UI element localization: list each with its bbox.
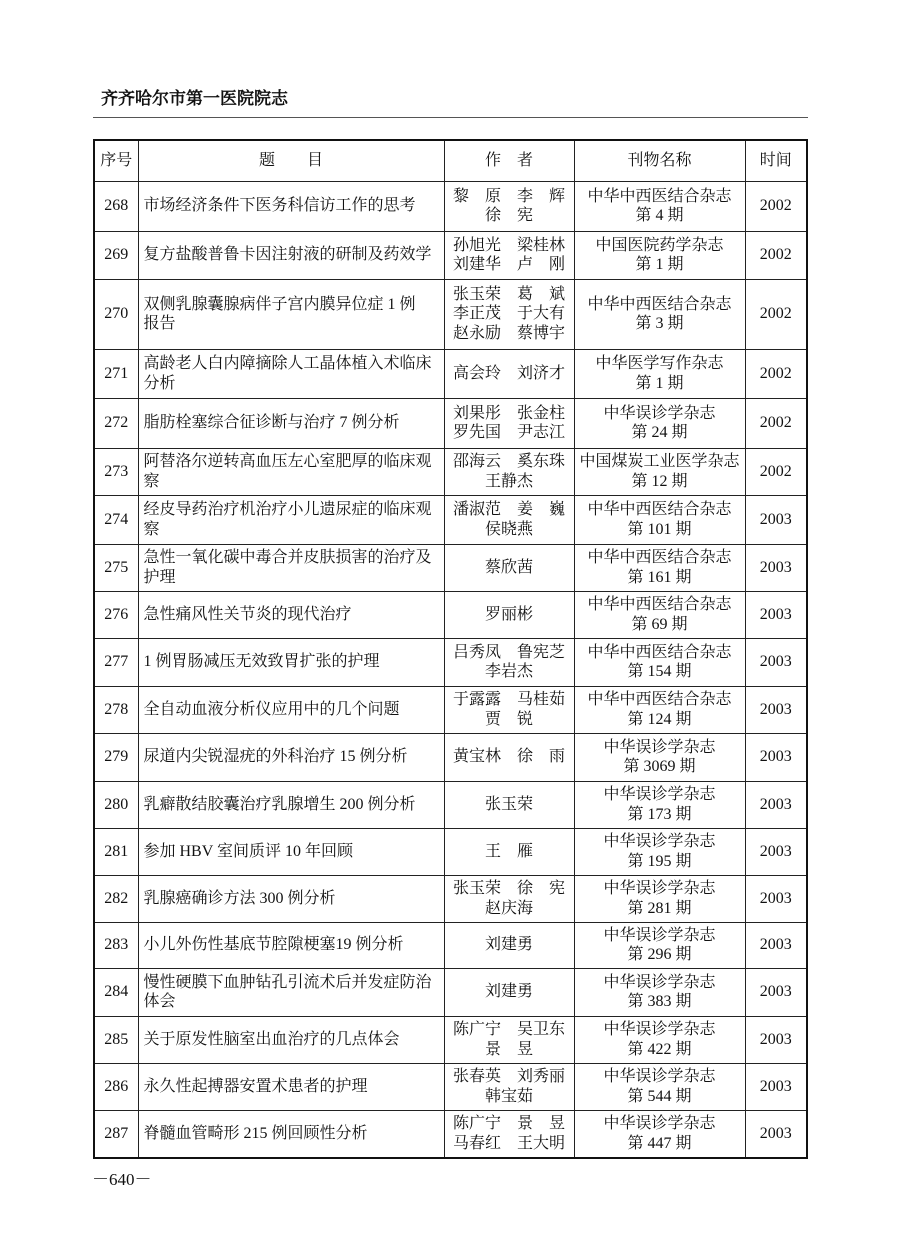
author-line: 孙旭光 梁桂林 (452, 236, 565, 254)
cell-authors (444, 448, 574, 495)
cell-journal (574, 544, 745, 591)
column-header-authors: 作 者 (444, 140, 574, 181)
table-row (94, 181, 807, 231)
cell-authors (444, 231, 574, 279)
cell-authors (444, 1063, 574, 1110)
author-line: 刘建勇 (484, 983, 533, 1001)
table-row (94, 828, 807, 875)
author-line: 潘淑范 姜 巍 (452, 501, 565, 518)
cell-year: 2003 (745, 1110, 807, 1158)
cell-number: 273 (94, 448, 138, 495)
title-line: 高龄老人白内障摘除人工晶体植入术临床 (143, 355, 432, 372)
author-line: 李岩杰 (484, 663, 533, 680)
table-row (94, 398, 807, 448)
table-row (94, 781, 807, 828)
journal-line: 第 1 期 (635, 374, 684, 392)
journal-line: 第 447 期 (627, 1134, 692, 1152)
journal-line: 中华中西医结合杂志 (587, 643, 732, 661)
title-line: 参加 HBV 室间质评 10 年回顾 (143, 842, 353, 860)
cell-year: 2003 (745, 781, 807, 828)
cell-title (138, 398, 444, 448)
cell-year: 2002 (745, 181, 807, 231)
header-rule (93, 117, 808, 118)
title-line: 察 (143, 472, 160, 490)
journal-line: 中华误诊学杂志 (603, 880, 716, 897)
journal-line: 第 383 期 (627, 993, 692, 1010)
journal-line: 第 101 期 (627, 520, 692, 538)
title-line: 市场经济条件下医务科信访工作的思考 (143, 197, 416, 215)
title-line: 护理 (143, 568, 176, 586)
cell-year: 2003 (745, 638, 807, 686)
cell-number: 281 (94, 828, 138, 875)
cell-authors (444, 922, 574, 968)
author-line: 赵永励 蔡博宇 (452, 324, 565, 342)
journal-line: 中华中西医结合杂志 (587, 691, 732, 708)
column-header-title: 题 目 (138, 140, 444, 181)
journal-line: 第 12 期 (631, 472, 688, 490)
author-line: 陈广宁 吴卫东 (452, 1021, 565, 1038)
cell-journal (574, 1016, 745, 1063)
cell-journal (574, 1110, 745, 1158)
journal-line: 第 544 期 (627, 1087, 692, 1105)
cell-journal (574, 968, 745, 1016)
table-row (94, 968, 807, 1016)
cell-title (138, 495, 444, 544)
author-line: 高会玲 刘济才 (452, 364, 565, 382)
cell-authors (444, 349, 574, 398)
journal-line: 第 4 期 (635, 207, 684, 224)
author-line: 黎 原 李 辉 (452, 187, 565, 205)
journal-line: 中华医学写作杂志 (595, 355, 724, 372)
cell-year: 2003 (745, 875, 807, 922)
title-line: 1 例胃肠减压无效致胃扩张的护理 (143, 653, 380, 671)
cell-year: 2002 (745, 448, 807, 495)
cell-authors (444, 1016, 574, 1063)
cell-number: 283 (94, 922, 138, 968)
cell-authors (444, 968, 574, 1016)
cell-year: 2003 (745, 1063, 807, 1110)
cell-authors (444, 544, 574, 591)
cell-authors (444, 781, 574, 828)
cell-number: 269 (94, 231, 138, 279)
cell-number: 275 (94, 544, 138, 591)
cell-title (138, 544, 444, 591)
cell-authors (444, 686, 574, 733)
cell-journal (574, 781, 745, 828)
cell-journal (574, 398, 745, 448)
author-line: 邵海云 奚东珠 (452, 453, 565, 470)
cell-title (138, 1110, 444, 1158)
table-row (94, 686, 807, 733)
author-line: 蔡欣茜 (484, 558, 533, 576)
cell-title (138, 781, 444, 828)
author-line: 张玉荣 徐 宪 (452, 880, 565, 897)
cell-journal (574, 1063, 745, 1110)
cell-title (138, 181, 444, 231)
cell-journal (574, 875, 745, 922)
title-line: 复方盐酸普鲁卡因注射液的研制及药效学 (143, 246, 432, 264)
author-line: 李正茂 于大有 (452, 305, 565, 323)
cell-number: 279 (94, 733, 138, 781)
journal-line: 第 296 期 (627, 946, 692, 963)
journal-line: 中华中西医结合杂志 (587, 501, 732, 518)
book-title: 齐齐哈尔市第一医院院志 (101, 89, 288, 108)
journal-line: 中国医院药学杂志 (595, 236, 724, 254)
journal-line: 中华误诊学杂志 (603, 1115, 716, 1133)
title-line: 察 (143, 520, 160, 538)
cell-authors (444, 181, 574, 231)
cell-title (138, 638, 444, 686)
journal-line: 中华中西医结合杂志 (587, 549, 732, 566)
cell-year: 2002 (745, 279, 807, 349)
title-line: 脂肪栓塞综合征诊断与治疗 7 例分析 (143, 414, 400, 432)
journal-line: 第 3069 期 (623, 758, 696, 775)
journal-line: 中华误诊学杂志 (603, 833, 716, 850)
cell-year: 2003 (745, 686, 807, 733)
author-line: 刘建华 卢 刚 (452, 256, 565, 273)
cell-title (138, 591, 444, 638)
cell-title (138, 1063, 444, 1110)
title-line: 经皮导药治疗机治疗小儿遗尿症的临床观 (143, 501, 432, 518)
journal-line: 中华中西医结合杂志 (587, 295, 732, 313)
journal-line: 第 1 期 (635, 256, 684, 273)
title-line: 小儿外伤性基底节腔隙梗塞19 例分析 (143, 936, 404, 954)
table-row (94, 495, 807, 544)
journal-line: 中华误诊学杂志 (603, 1068, 716, 1085)
cell-journal (574, 922, 745, 968)
cell-authors (444, 638, 574, 686)
table-row (94, 231, 807, 279)
cell-number: 276 (94, 591, 138, 638)
cell-title (138, 349, 444, 398)
journal-line: 第 24 期 (631, 424, 688, 441)
title-line: 阿替洛尔逆转高血压左心室肥厚的临床观 (143, 453, 432, 470)
cell-number: 280 (94, 781, 138, 828)
author-line: 侯晓燕 (484, 520, 533, 538)
author-line: 张玉荣 葛 斌 (452, 285, 565, 303)
cell-authors (444, 733, 574, 781)
cell-year: 2003 (745, 1016, 807, 1063)
table-row (94, 875, 807, 922)
title-line: 体会 (143, 993, 176, 1010)
cell-number: 277 (94, 638, 138, 686)
cell-year: 2003 (745, 544, 807, 591)
title-line: 脊髓血管畸形 215 例回顾性分析 (143, 1125, 368, 1142)
cell-journal (574, 733, 745, 781)
cell-journal (574, 638, 745, 686)
journal-line: 中华误诊学杂志 (603, 973, 716, 991)
cell-title (138, 686, 444, 733)
title-line: 双侧乳腺囊腺病伴子宫内膜异位症 1 例 (143, 295, 416, 313)
table-row (94, 349, 807, 398)
author-line: 陈广宁 景 昱 (452, 1115, 565, 1133)
cell-year: 2002 (745, 398, 807, 448)
title-line: 尿道内尖锐湿疣的外科治疗 15 例分析 (143, 748, 408, 766)
cell-journal (574, 279, 745, 349)
table-row (94, 1016, 807, 1063)
cell-number: 271 (94, 349, 138, 398)
author-line: 韩宝茹 (484, 1087, 533, 1105)
author-line: 王 雁 (484, 842, 533, 860)
author-line: 赵庆海 (484, 899, 533, 917)
table-row (94, 922, 807, 968)
author-line: 于露露 马桂茹 (452, 691, 565, 708)
cell-number: 285 (94, 1016, 138, 1063)
cell-title (138, 968, 444, 1016)
table-row (94, 279, 807, 349)
column-header-journal: 刊物名称 (574, 140, 745, 181)
journal-line: 第 124 期 (627, 710, 692, 728)
title-line: 分析 (143, 374, 176, 392)
journal-line: 第 69 期 (631, 615, 688, 633)
cell-authors (444, 279, 574, 349)
cell-title (138, 828, 444, 875)
cell-title (138, 733, 444, 781)
cell-journal (574, 591, 745, 638)
journal-line: 第 281 期 (627, 899, 692, 917)
journal-line: 第 154 期 (627, 663, 692, 680)
cell-year: 2003 (745, 733, 807, 781)
cell-year: 2003 (745, 495, 807, 544)
journal-line: 中华中西医结合杂志 (587, 187, 732, 205)
cell-title (138, 1016, 444, 1063)
title-line: 全自动血液分析仪应用中的几个问题 (143, 700, 400, 718)
table-row (94, 544, 807, 591)
title-line: 急性痛风性关节炎的现代治疗 (143, 605, 352, 623)
title-line: 乳腺癌确诊方法 300 例分析 (143, 889, 336, 907)
table-row (94, 1110, 807, 1158)
author-line: 罗丽彬 (484, 605, 533, 623)
table-row (94, 448, 807, 495)
table-header-row (94, 140, 807, 181)
cell-year: 2003 (745, 828, 807, 875)
column-header-year: 时间 (745, 140, 807, 181)
cell-journal (574, 686, 745, 733)
cell-authors (444, 828, 574, 875)
page-number: －640－ (92, 1170, 152, 1189)
publications-table (93, 139, 808, 1159)
cell-year: 2003 (745, 968, 807, 1016)
table-body (94, 181, 807, 1158)
cell-number: 274 (94, 495, 138, 544)
cell-title (138, 875, 444, 922)
title-line: 急性一氧化碳中毒合并皮肤损害的治疗及 (143, 549, 432, 566)
title-line: 报告 (143, 315, 176, 332)
cell-journal (574, 231, 745, 279)
author-line: 吕秀凤 鲁宪芝 (452, 643, 565, 661)
journal-line: 中华误诊学杂志 (603, 1021, 716, 1038)
journal-line: 第 422 期 (627, 1040, 692, 1058)
column-header-number: 序号 (94, 140, 138, 181)
cell-title (138, 279, 444, 349)
cell-authors (444, 591, 574, 638)
journal-line: 第 3 期 (635, 315, 684, 332)
author-line: 黄宝林 徐 雨 (452, 748, 565, 766)
journal-line: 第 173 期 (627, 805, 692, 823)
cell-number: 287 (94, 1110, 138, 1158)
title-line: 关于原发性脑室出血治疗的几点体会 (143, 1030, 400, 1048)
cell-title (138, 231, 444, 279)
cell-journal (574, 181, 745, 231)
author-line: 贾 锐 (484, 710, 533, 728)
author-line: 刘果彤 张金柱 (452, 404, 565, 422)
journal-line: 第 195 期 (627, 852, 692, 870)
cell-journal (574, 349, 745, 398)
title-line: 慢性硬膜下血肿钻孔引流术后并发症防治 (143, 973, 432, 991)
journal-line: 第 161 期 (627, 568, 692, 586)
author-line: 张春英 刘秀丽 (452, 1068, 565, 1085)
cell-number: 282 (94, 875, 138, 922)
author-line: 徐 宪 (484, 207, 533, 224)
cell-authors (444, 495, 574, 544)
journal-line: 中华误诊学杂志 (603, 404, 716, 422)
cell-year: 2003 (745, 922, 807, 968)
cell-year: 2003 (745, 591, 807, 638)
journal-line: 中华误诊学杂志 (603, 786, 716, 803)
table-row (94, 733, 807, 781)
author-line: 张玉荣 (484, 795, 533, 813)
cell-number: 272 (94, 398, 138, 448)
cell-authors (444, 875, 574, 922)
cell-year: 2002 (745, 231, 807, 279)
author-line: 罗先国 尹志江 (452, 424, 565, 441)
table-row (94, 591, 807, 638)
journal-line: 中国煤炭工业医学杂志 (579, 453, 740, 470)
cell-journal (574, 448, 745, 495)
cell-number: 270 (94, 279, 138, 349)
title-line: 乳癖散结胶囊治疗乳腺增生 200 例分析 (143, 795, 416, 813)
cell-number: 268 (94, 181, 138, 231)
title-line: 永久性起搏器安置术患者的护理 (143, 1077, 368, 1095)
cell-number: 286 (94, 1063, 138, 1110)
cell-journal (574, 828, 745, 875)
cell-journal (574, 495, 745, 544)
cell-year: 2002 (745, 349, 807, 398)
table-row (94, 638, 807, 686)
cell-number: 278 (94, 686, 138, 733)
journal-line: 中华误诊学杂志 (603, 738, 716, 756)
cell-authors (444, 398, 574, 448)
author-line: 景 昱 (484, 1040, 533, 1058)
table-row (94, 1063, 807, 1110)
journal-line: 中华中西医结合杂志 (587, 596, 732, 613)
cell-authors (444, 1110, 574, 1158)
cell-title (138, 448, 444, 495)
author-line: 刘建勇 (484, 936, 533, 954)
author-line: 马春红 王大明 (452, 1134, 565, 1152)
author-line: 王静杰 (484, 472, 533, 490)
journal-line: 中华误诊学杂志 (603, 926, 716, 944)
table-header (94, 140, 807, 181)
cell-title (138, 922, 444, 968)
cell-number: 284 (94, 968, 138, 1016)
